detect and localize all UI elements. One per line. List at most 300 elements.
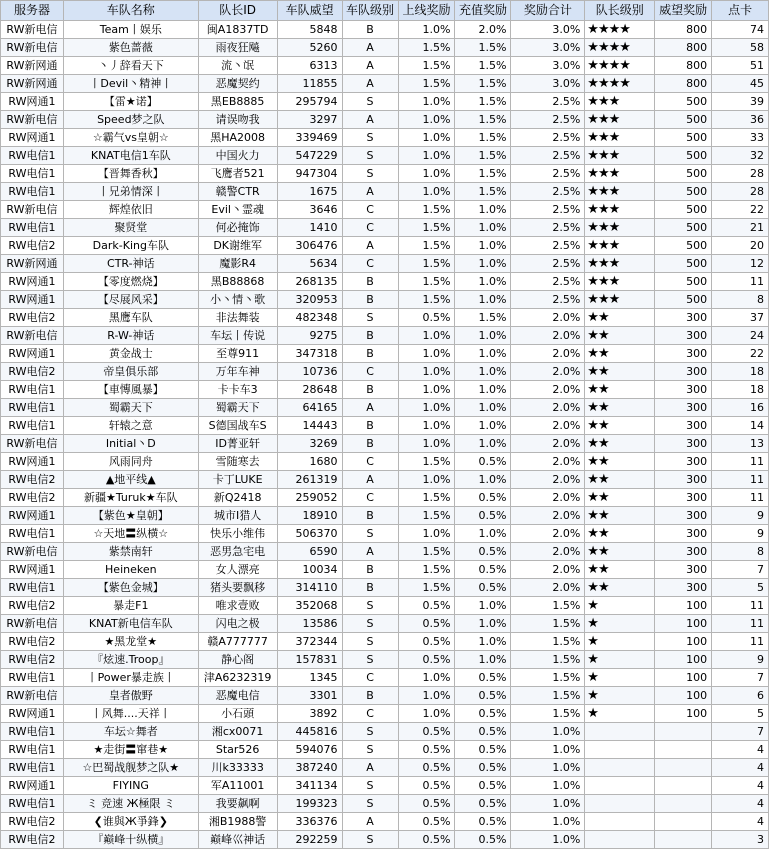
cell-team-level: C (342, 255, 398, 273)
cell-total-bonus: 2.0% (511, 489, 585, 507)
cell-team-level: B (342, 687, 398, 705)
cell-total-bonus: 1.0% (511, 777, 585, 795)
cell-server: RW新电信 (1, 687, 64, 705)
cell-total-bonus: 1.0% (511, 741, 585, 759)
cell-team-level: C (342, 201, 398, 219)
cell-captain-id: 快乐小维伟 (198, 525, 277, 543)
cell-online-bonus: 1.0% (398, 417, 455, 435)
table-row (1, 759, 769, 777)
cell-captain-id: 赣A777777 (198, 633, 277, 651)
cell-online-bonus: 0.5% (398, 723, 455, 741)
cell-recharge-bonus: 1.0% (455, 399, 511, 417)
cell-team-name: 黄金战士 (63, 345, 198, 363)
cell-point-card: 28 (712, 165, 769, 183)
cell-server: RW电信2 (1, 597, 64, 615)
cell-captain-level: ★★★ (585, 219, 655, 237)
cell-server: RW电信1 (1, 399, 64, 417)
cell-captain-level: ★★ (585, 327, 655, 345)
cell-prestige-reward: 800 (655, 39, 712, 57)
cell-prestige: 1410 (277, 219, 342, 237)
cell-recharge-bonus: 0.5% (455, 723, 511, 741)
cell-total-bonus: 1.5% (511, 597, 585, 615)
table-row (1, 399, 769, 417)
cell-captain-level: ★★★★ (585, 39, 655, 57)
col-header-captain-id: 队长ID (198, 1, 277, 21)
cell-prestige: 445816 (277, 723, 342, 741)
cell-prestige-reward: 800 (655, 21, 712, 39)
table-row (1, 651, 769, 669)
cell-captain-id: 恶魔契约 (198, 75, 277, 93)
cell-captain-id: 我要飙啊 (198, 795, 277, 813)
cell-captain-level: ★★★ (585, 129, 655, 147)
cell-server: RW新电信 (1, 543, 64, 561)
cell-recharge-bonus: 0.5% (455, 579, 511, 597)
table-row (1, 813, 769, 831)
cell-team-name: ❮谁與Ж爭鋒❯ (63, 813, 198, 831)
cell-prestige: 10034 (277, 561, 342, 579)
cell-point-card: 28 (712, 183, 769, 201)
cell-captain-level: ★★★★ (585, 75, 655, 93)
cell-prestige-reward: 300 (655, 525, 712, 543)
cell-team-level: C (342, 453, 398, 471)
cell-total-bonus: 1.5% (511, 615, 585, 633)
table-row (1, 345, 769, 363)
cell-online-bonus: 1.0% (398, 525, 455, 543)
col-header-online-bonus: 上线奖励 (398, 1, 455, 21)
cell-point-card: 32 (712, 147, 769, 165)
cell-server: RW电信1 (1, 183, 64, 201)
cell-point-card: 8 (712, 291, 769, 309)
cell-prestige-reward: 800 (655, 57, 712, 75)
cell-prestige: 3269 (277, 435, 342, 453)
table-row (1, 129, 769, 147)
table-row (1, 741, 769, 759)
cell-team-name: ★黑龙堂★ (63, 633, 198, 651)
cell-prestige: 352068 (277, 597, 342, 615)
cell-captain-level: ★★★ (585, 93, 655, 111)
cell-captain-level: ★★ (585, 381, 655, 399)
cell-server: RW电信1 (1, 723, 64, 741)
cell-online-bonus: 0.5% (398, 759, 455, 777)
cell-online-bonus: 1.0% (398, 435, 455, 453)
cell-team-name: 【車慱風暴】 (63, 381, 198, 399)
cell-prestige: 10736 (277, 363, 342, 381)
cell-team-name: 轩辕之意 (63, 417, 198, 435)
cell-team-name: ☆天地〓纵横☆ (63, 525, 198, 543)
cell-captain-level: ★★ (585, 561, 655, 579)
cell-team-level: S (342, 165, 398, 183)
cell-server: RW新网通 (1, 255, 64, 273)
cell-recharge-bonus: 1.5% (455, 147, 511, 165)
cell-prestige-reward (655, 777, 712, 795)
col-header-team-name: 车队名称 (63, 1, 198, 21)
cell-team-name: CTR-神话 (63, 255, 198, 273)
cell-server: RW网通1 (1, 453, 64, 471)
cell-prestige: 5260 (277, 39, 342, 57)
cell-online-bonus: 1.5% (398, 453, 455, 471)
cell-captain-id: 新Q2418 (198, 489, 277, 507)
table-row (1, 327, 769, 345)
table-row (1, 669, 769, 687)
cell-team-level: B (342, 561, 398, 579)
cell-server: RW新电信 (1, 327, 64, 345)
cell-total-bonus: 2.5% (511, 129, 585, 147)
cell-online-bonus: 0.5% (398, 615, 455, 633)
cell-total-bonus: 1.5% (511, 633, 585, 651)
cell-team-level: S (342, 93, 398, 111)
cell-online-bonus: 1.5% (398, 507, 455, 525)
table-row (1, 39, 769, 57)
cell-prestige-reward (655, 813, 712, 831)
cell-team-name: KNAT新电信车队 (63, 615, 198, 633)
cell-captain-id: 何必掩饰 (198, 219, 277, 237)
table-row (1, 201, 769, 219)
cell-recharge-bonus: 1.0% (455, 471, 511, 489)
cell-point-card: 20 (712, 237, 769, 255)
cell-prestige-reward: 300 (655, 561, 712, 579)
cell-server: RW网通1 (1, 777, 64, 795)
cell-prestige: 372344 (277, 633, 342, 651)
cell-server: RW电信2 (1, 831, 64, 849)
cell-server: RW新电信 (1, 435, 64, 453)
cell-captain-id: 恶魔电信 (198, 687, 277, 705)
cell-captain-id: 雪随寒去 (198, 453, 277, 471)
cell-prestige: 268135 (277, 273, 342, 291)
cell-team-level: S (342, 741, 398, 759)
cell-team-level: A (342, 57, 398, 75)
cell-captain-level: ★★ (585, 525, 655, 543)
table-row (1, 255, 769, 273)
cell-captain-level: ★★★ (585, 201, 655, 219)
cell-captain-level (585, 741, 655, 759)
cell-server: RW电信2 (1, 633, 64, 651)
cell-online-bonus: 0.5% (398, 309, 455, 327)
table-row (1, 615, 769, 633)
cell-captain-level: ★★ (585, 363, 655, 381)
cell-server: RW电信2 (1, 651, 64, 669)
cell-point-card: 4 (712, 795, 769, 813)
cell-point-card: 45 (712, 75, 769, 93)
table-row (1, 453, 769, 471)
cell-team-name: ▲地平线▲ (63, 471, 198, 489)
cell-recharge-bonus: 0.5% (455, 831, 511, 849)
cell-prestige: 947304 (277, 165, 342, 183)
cell-online-bonus: 1.5% (398, 57, 455, 75)
cell-team-level: S (342, 723, 398, 741)
cell-total-bonus: 2.5% (511, 93, 585, 111)
cell-point-card: 4 (712, 759, 769, 777)
cell-prestige-reward: 500 (655, 291, 712, 309)
cell-recharge-bonus: 1.0% (455, 381, 511, 399)
table-row (1, 435, 769, 453)
cell-point-card: 22 (712, 345, 769, 363)
table-row (1, 705, 769, 723)
cell-captain-level: ★★★ (585, 147, 655, 165)
cell-prestige: 18910 (277, 507, 342, 525)
cell-online-bonus: 1.5% (398, 39, 455, 57)
cell-server: RW网通1 (1, 507, 64, 525)
cell-team-level: A (342, 813, 398, 831)
cell-server: RW电信1 (1, 669, 64, 687)
cell-prestige-reward: 300 (655, 489, 712, 507)
cell-team-level: A (342, 75, 398, 93)
cell-server: RW新网通 (1, 57, 64, 75)
cell-total-bonus: 1.5% (511, 651, 585, 669)
cell-team-name: 帝皇俱乐部 (63, 363, 198, 381)
cell-prestige-reward: 100 (655, 705, 712, 723)
cell-prestige-reward: 500 (655, 201, 712, 219)
cell-prestige-reward: 100 (655, 633, 712, 651)
cell-captain-id: 至尊911 (198, 345, 277, 363)
cell-prestige-reward: 500 (655, 273, 712, 291)
cell-total-bonus: 2.0% (511, 453, 585, 471)
cell-point-card: 33 (712, 129, 769, 147)
cell-captain-level: ★★★ (585, 111, 655, 129)
cell-total-bonus: 2.0% (511, 417, 585, 435)
cell-captain-id: 军A11001 (198, 777, 277, 795)
cell-team-level: C (342, 669, 398, 687)
cell-team-name: 丨兄弟情深丨 (63, 183, 198, 201)
cell-captain-id: 城市I猎人 (198, 507, 277, 525)
cell-prestige: 336376 (277, 813, 342, 831)
cell-team-name: 【尽展风采】 (63, 291, 198, 309)
cell-captain-id: 巅峰巛神话 (198, 831, 277, 849)
table-row (1, 219, 769, 237)
cell-team-level: A (342, 39, 398, 57)
cell-team-level: B (342, 345, 398, 363)
col-header-recharge-bonus: 充值奖励 (455, 1, 511, 21)
cell-team-name: FIYING (63, 777, 198, 795)
cell-online-bonus: 1.0% (398, 327, 455, 345)
cell-captain-id: 黑EB8885 (198, 93, 277, 111)
cell-total-bonus: 3.0% (511, 39, 585, 57)
cell-captain-id: 女人漂亮 (198, 561, 277, 579)
cell-captain-level (585, 813, 655, 831)
cell-point-card: 8 (712, 543, 769, 561)
cell-captain-id: DK谢维军 (198, 237, 277, 255)
cell-captain-id: 中国火力 (198, 147, 277, 165)
table-row (1, 291, 769, 309)
cell-prestige-reward: 300 (655, 381, 712, 399)
cell-team-name: ミ 竞速 Ж極限 ミ (63, 795, 198, 813)
cell-team-name: 风雨同舟 (63, 453, 198, 471)
cell-online-bonus: 1.5% (398, 561, 455, 579)
table-row (1, 237, 769, 255)
col-header-total-bonus: 奖励合计 (511, 1, 585, 21)
cell-team-name: 丨风舞....天祥丨 (63, 705, 198, 723)
cell-total-bonus: 2.5% (511, 111, 585, 129)
cell-team-name: 皇者傲野 (63, 687, 198, 705)
cell-point-card: 14 (712, 417, 769, 435)
cell-point-card: 21 (712, 219, 769, 237)
cell-server: RW电信1 (1, 525, 64, 543)
cell-team-name: 紫禁南轩 (63, 543, 198, 561)
table-row (1, 21, 769, 39)
cell-total-bonus: 2.5% (511, 165, 585, 183)
cell-prestige-reward: 500 (655, 129, 712, 147)
cell-online-bonus: 1.5% (398, 219, 455, 237)
col-header-team-level: 车队级别 (342, 1, 398, 21)
cell-team-level: S (342, 831, 398, 849)
cell-team-name: 新疆★Turuk★车队 (63, 489, 198, 507)
cell-recharge-bonus: 1.0% (455, 273, 511, 291)
cell-prestige: 295794 (277, 93, 342, 111)
cell-recharge-bonus: 1.5% (455, 183, 511, 201)
cell-prestige-reward: 500 (655, 183, 712, 201)
cell-online-bonus: 1.0% (398, 183, 455, 201)
cell-captain-level: ★★ (585, 453, 655, 471)
cell-team-level: S (342, 795, 398, 813)
cell-captain-id: 蜀霸天下 (198, 399, 277, 417)
cell-prestige: 261319 (277, 471, 342, 489)
cell-prestige-reward (655, 741, 712, 759)
cell-server: RW新网通 (1, 75, 64, 93)
cell-point-card: 3 (712, 831, 769, 849)
cell-captain-id: 唯求壹败 (198, 597, 277, 615)
cell-prestige-reward: 300 (655, 363, 712, 381)
cell-point-card: 11 (712, 471, 769, 489)
cell-online-bonus: 0.5% (398, 813, 455, 831)
table-row (1, 165, 769, 183)
cell-point-card: 24 (712, 327, 769, 345)
cell-team-name: 紫色蔷薇 (63, 39, 198, 57)
cell-recharge-bonus: 1.5% (455, 309, 511, 327)
cell-total-bonus: 2.0% (511, 399, 585, 417)
cell-recharge-bonus: 0.5% (455, 795, 511, 813)
table-row (1, 147, 769, 165)
cell-recharge-bonus: 2.0% (455, 21, 511, 39)
cell-captain-level: ★★★ (585, 183, 655, 201)
cell-prestige-reward: 500 (655, 255, 712, 273)
cell-prestige: 6590 (277, 543, 342, 561)
cell-server: RW网通1 (1, 345, 64, 363)
cell-recharge-bonus: 1.0% (455, 201, 511, 219)
cell-captain-level: ★★★ (585, 165, 655, 183)
cell-prestige-reward: 300 (655, 345, 712, 363)
cell-team-name: 【紫色★皇朝】 (63, 507, 198, 525)
cell-online-bonus: 1.0% (398, 471, 455, 489)
cell-point-card: 22 (712, 201, 769, 219)
cell-recharge-bonus: 1.0% (455, 417, 511, 435)
cell-captain-level: ★★ (585, 579, 655, 597)
table-row (1, 309, 769, 327)
cell-captain-level: ★ (585, 669, 655, 687)
cell-total-bonus: 1.5% (511, 705, 585, 723)
cell-server: RW新电信 (1, 21, 64, 39)
cell-prestige-reward: 100 (655, 651, 712, 669)
cell-captain-id: 湘B1988警 (198, 813, 277, 831)
cell-prestige: 3301 (277, 687, 342, 705)
cell-prestige: 13586 (277, 615, 342, 633)
col-header-point-card: 点卡 (712, 1, 769, 21)
cell-server: RW网通1 (1, 93, 64, 111)
cell-team-level: S (342, 615, 398, 633)
cell-point-card: 37 (712, 309, 769, 327)
cell-recharge-bonus: 0.5% (455, 813, 511, 831)
cell-server: RW电信2 (1, 471, 64, 489)
cell-team-level: B (342, 435, 398, 453)
cell-prestige: 1345 (277, 669, 342, 687)
cell-recharge-bonus: 1.0% (455, 291, 511, 309)
cell-point-card: 58 (712, 39, 769, 57)
cell-team-level: B (342, 273, 398, 291)
cell-total-bonus: 2.0% (511, 381, 585, 399)
table-row (1, 489, 769, 507)
cell-recharge-bonus: 1.5% (455, 165, 511, 183)
table-row (1, 471, 769, 489)
cell-prestige: 292259 (277, 831, 342, 849)
cell-total-bonus: 2.5% (511, 219, 585, 237)
cell-prestige-reward (655, 723, 712, 741)
cell-online-bonus: 0.5% (398, 651, 455, 669)
cell-captain-level: ★★ (585, 471, 655, 489)
cell-online-bonus: 0.5% (398, 777, 455, 795)
cell-captain-id: 静心阁 (198, 651, 277, 669)
cell-captain-id: 非法舞装 (198, 309, 277, 327)
cell-total-bonus: 1.0% (511, 759, 585, 777)
cell-prestige-reward: 100 (655, 687, 712, 705)
cell-team-level: A (342, 183, 398, 201)
cell-server: RW电信1 (1, 147, 64, 165)
cell-team-level: A (342, 759, 398, 777)
cell-team-name: 辉煌依旧 (63, 201, 198, 219)
cell-team-name: ☆巴蜀战舰梦之队★ (63, 759, 198, 777)
cell-team-name: ☆霸气vs皇朝☆ (63, 129, 198, 147)
cell-captain-level: ★★★★ (585, 21, 655, 39)
cell-online-bonus: 1.0% (398, 345, 455, 363)
cell-server: RW电信2 (1, 363, 64, 381)
cell-team-name: 黑鹰车队 (63, 309, 198, 327)
cell-recharge-bonus: 0.5% (455, 561, 511, 579)
cell-captain-id: 恶男急宅电 (198, 543, 277, 561)
cell-prestige-reward: 300 (655, 327, 712, 345)
table-row (1, 363, 769, 381)
cell-team-name: Dark-King车队 (63, 237, 198, 255)
cell-captain-id: 津A6232319 (198, 669, 277, 687)
cell-prestige-reward: 500 (655, 165, 712, 183)
cell-prestige-reward: 500 (655, 147, 712, 165)
cell-captain-level (585, 759, 655, 777)
cell-recharge-bonus: 1.0% (455, 237, 511, 255)
cell-team-name: 聚贤堂 (63, 219, 198, 237)
cell-online-bonus: 1.5% (398, 489, 455, 507)
cell-total-bonus: 2.0% (511, 543, 585, 561)
cell-recharge-bonus: 0.5% (455, 669, 511, 687)
cell-online-bonus: 1.0% (398, 111, 455, 129)
cell-captain-id: 小石頭 (198, 705, 277, 723)
cell-captain-level: ★★ (585, 417, 655, 435)
cell-total-bonus: 1.0% (511, 831, 585, 849)
cell-team-name: Speed梦之队 (63, 111, 198, 129)
cell-captain-level (585, 795, 655, 813)
cell-prestige-reward: 300 (655, 417, 712, 435)
cell-total-bonus: 2.5% (511, 201, 585, 219)
cell-online-bonus: 1.0% (398, 399, 455, 417)
cell-prestige-reward (655, 795, 712, 813)
cell-online-bonus: 0.5% (398, 831, 455, 849)
cell-point-card: 11 (712, 615, 769, 633)
cell-team-level: S (342, 309, 398, 327)
cell-captain-level: ★★ (585, 399, 655, 417)
table-row (1, 723, 769, 741)
cell-total-bonus: 2.5% (511, 273, 585, 291)
col-header-server: 服务器 (1, 1, 64, 21)
cell-prestige: 347318 (277, 345, 342, 363)
cell-prestige-reward: 100 (655, 597, 712, 615)
table-row (1, 633, 769, 651)
cell-captain-id: ID菁亚轩 (198, 435, 277, 453)
cell-team-level: S (342, 777, 398, 795)
